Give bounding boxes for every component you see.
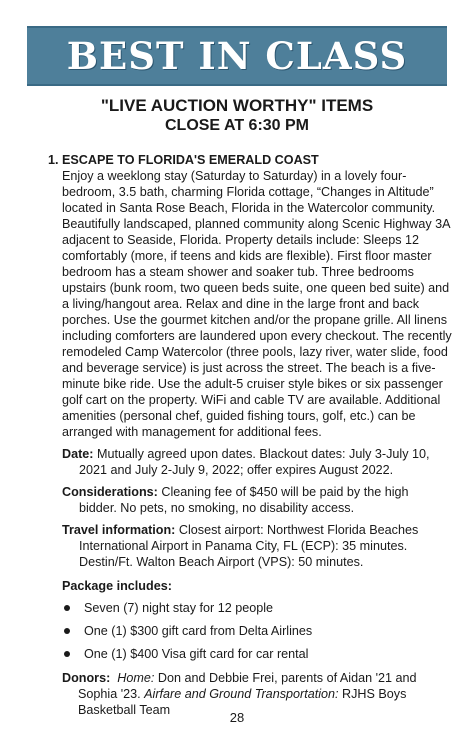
item-title: 1. ESCAPE TO FLORIDA'S EMERALD COAST — [48, 153, 319, 167]
considerations-label: Considerations: — [62, 485, 158, 499]
considerations-block — [62, 484, 454, 516]
travel-text-1: Closest airport: Northwest Florida Beaches — [175, 523, 419, 537]
package-list — [62, 600, 454, 662]
donors-line3: Basketball Team — [78, 703, 171, 717]
travel-text-2: International Airport in Panama City, FL (ECP): 35 minutes. — [79, 539, 408, 553]
donors-home-label: Home: — [117, 671, 155, 685]
item-description: Enjoy a weeklong stay (Saturday to Saturday) in a lovely four-bedroom, 3.5 bath, charming Florida cottage, “Changes in Altitude” located in Santa Rose Beach, Florida in the Watercolor community. Beautifully landscaped, planned community along Scenic Highway 3A adjacent to Seaside, Florida. Property details include: Sleeps 12 comfortably (more, if teens and kids are flexible). First floor master bedroom has a steam shower and soaker tub. Three bedrooms upstairs (bunk room, two queen beds suite, one queen bed suite) and a living/hangout area. Relax and dine in the large front and back porches. Use the gourmet kitchen and/or the propane grille. All linens including comforters are laundered upon every checkout. The recently remodeled Camp Watercolor (three pools, lazy river, water slide, food and beverage service) is just across the street. The beach is a five-minute bike ride. Use the adult-5 cruiser style bikes or six passenger golf cart on the property. WiFi and cable TV are available. Additional amenities (personal chef, guided fishing tours, golf, etc.) can be arranged with management for additional fees. — [62, 169, 452, 439]
donors-label: Donors: — [62, 671, 111, 685]
bullet-icon — [64, 651, 70, 657]
bullet-icon — [64, 605, 70, 611]
donors-line2-a: Sophia '23. — [78, 687, 145, 701]
page-number: 28 — [229, 710, 245, 725]
donors-line2-b: RJHS Boys — [338, 687, 407, 701]
banner-title: BEST IN CLASS — [66, 34, 408, 78]
considerations-text-2: bidder. No pets, no smoking, no disability access. — [79, 501, 355, 515]
title-banner — [27, 26, 447, 86]
travel-text-3: Destin/Ft. Walton Beach Airport (VPS): 50 minutes. — [79, 555, 364, 569]
heading-line-2: CLOSE AT 6:30 PM — [164, 117, 310, 134]
list-item: Seven (7) night stay for 12 people — [62, 600, 454, 616]
donors-airfare-label: Airfare and Ground Transportation: — [144, 687, 339, 701]
donors-home-text: Don and Debbie Frei, parents of Aidan '21 and — [154, 671, 417, 685]
considerations-text-1: Cleaning fee of $450 will be paid by the high — [157, 485, 409, 499]
date-text-1: Mutually agreed upon dates. Blackout dates: July 3-July 10, — [93, 447, 430, 461]
date-label: Date: — [62, 447, 94, 461]
list-item: One (1) $300 gift card from Delta Airlines — [62, 623, 454, 639]
bullet-icon — [64, 628, 70, 634]
list-item: One (1) $400 Visa gift card for car rental — [62, 646, 454, 662]
travel-block — [62, 522, 454, 570]
heading-line-1: "LIVE AUCTION WORTHY" ITEMS — [100, 96, 374, 115]
travel-label: Travel information: — [62, 523, 176, 537]
section-heading — [27, 95, 447, 136]
package-label: Package includes: — [62, 579, 172, 593]
auction-item — [40, 152, 454, 718]
date-block — [62, 446, 454, 478]
date-text-2: 2021 and July 2-July 9, 2022; offer expires August 2022. — [79, 463, 394, 477]
